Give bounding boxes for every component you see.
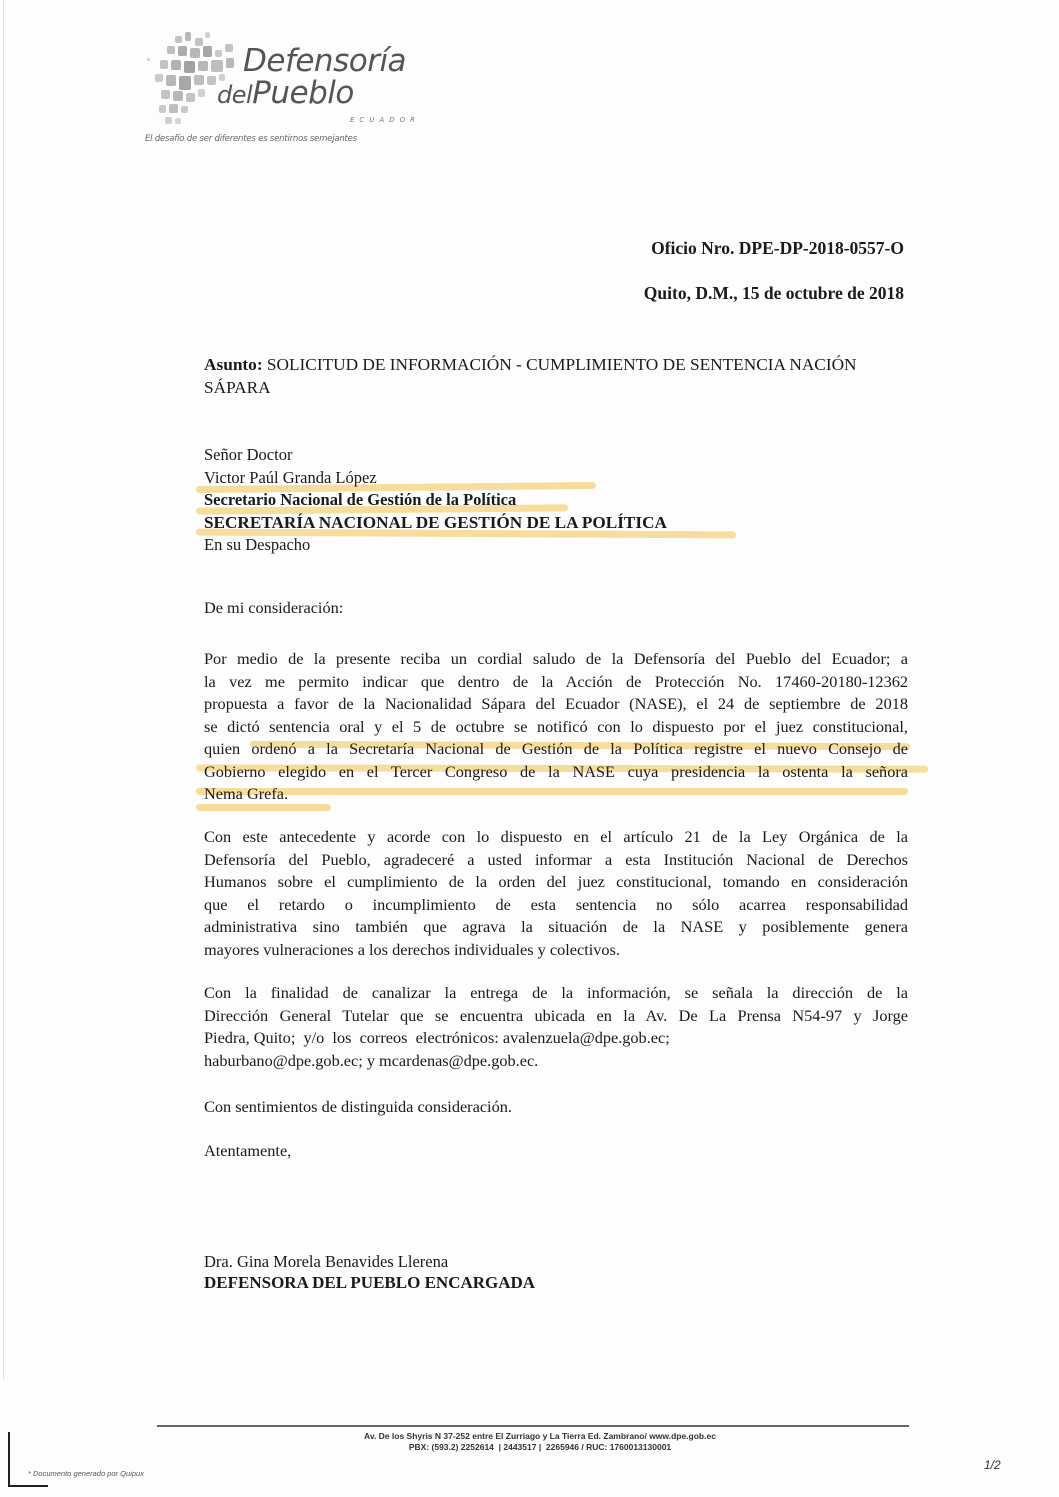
logo-text-defensoria: Defensoría — [243, 43, 407, 79]
footer-divider — [157, 1425, 909, 1427]
closing-text: Con sentimientos de distinguida consideración. — [204, 1097, 512, 1116]
recipient-institution: SECRETARÍA NACIONAL DE GESTIÓN DE LA POLÍTICA — [204, 512, 667, 532]
paragraph-3-line: Dirección General Tutelar que se encuentra ubicada en la Av. De La Prensa N54-97 y Jorge — [204, 1005, 908, 1025]
footer-phones: PBX: (593.2) 2252614 | 2443517 | 2265946 / RUC: 1760013130001 — [408, 1441, 672, 1452]
paragraph-1-line: Gobierno elegido en el Tercer Congreso de la NASE cuya presidencia la ostenta la señora — [204, 761, 908, 781]
document-date: Quito, D.M., 15 de octubre de 2018 — [643, 283, 904, 303]
logo — [145, 28, 420, 153]
paragraph-3-line: haburbano@dpe.gob.ec; y mcardenas@dpe.gob.ec. — [204, 1050, 539, 1070]
recipient-block — [204, 444, 908, 557]
paragraph-1-line: quien ordenó a la Secretaría Nacional de Gestión de la Política registre el nuevo Consejo de — [204, 739, 908, 758]
paragraph-2 — [204, 826, 908, 961]
logo-text-pueblo: Pueblo — [252, 75, 354, 111]
oficio-number: Oficio Nro. DPE-DP-2018-0557-O — [651, 238, 904, 258]
scan-corner-mark — [8, 1485, 48, 1487]
paragraph-2-line: administrativa sino también que agrava la situación de la NASE y posiblemente genera — [204, 917, 908, 936]
greeting: De mi consideración: — [204, 598, 344, 617]
paragraph-2-line: Defensoría del Pueblo, agradeceré a usted informar a esta Institución Nacional de Derechos — [204, 849, 908, 869]
paragraph-1 — [204, 648, 908, 806]
generated-by-note: * Documento generado por Quipux — [28, 1469, 144, 1478]
footer-contact — [300, 1431, 780, 1452]
page-number: 1/2 — [984, 1458, 1001, 1472]
footer-address: Av. De los Shyris N 37-252 entre El Zurriago y La Tierra Ed. Zambrano/ www.dpe.gob.ec — [364, 1431, 716, 1441]
subject-line-2: SÁPARA — [204, 378, 271, 397]
signatory-name: Dra. Gina Morela Benavides Llerena — [204, 1252, 449, 1271]
paragraph-1-line: Por medio de la presente reciba un cordial saludo de la Defensoría del Pueblo del Ecuador; a — [204, 649, 908, 668]
recipient-salutation: Señor Doctor — [204, 445, 293, 464]
scan-corner-mark — [8, 1432, 10, 1487]
paragraph-2-line: que el retardo o incumplimiento de esta sentencia no sólo acarrea responsabilidad — [204, 894, 908, 914]
signatory-block — [204, 1251, 908, 1293]
paragraph-2-line: Con este antecedente y acorde con lo dispuesto en el artículo 21 de la Ley Orgánica de la — [204, 827, 908, 846]
subject-block — [204, 353, 908, 399]
paragraph-2-line: Humanos sobre el cumplimiento de la orden del juez constitucional, tomando en consideración — [204, 872, 908, 891]
logo-tagline: El desafío de ser diferentes es sentirnos semejantes — [145, 134, 357, 144]
subject-line-1: SOLICITUD DE INFORMACIÓN - CUMPLIMIENTO DE SENTENCIA NACIÓN — [266, 355, 857, 374]
recipient-name: Victor Paúl Granda López — [204, 467, 377, 487]
recipient-position: Secretario Nacional de Gestión de la Política — [204, 490, 517, 509]
paragraph-1-line: la vez me permito indicar que dentro de la Acción de Protección No. 17460-20180-12362 — [204, 671, 908, 691]
recipient-location: En su Despacho — [204, 535, 311, 554]
paragraph-3 — [204, 982, 908, 1072]
paragraph-1-line: Nema Grefa. — [204, 784, 289, 803]
paragraph-1-line: se dictó sentencia oral y el 5 de octubre se notificó con lo dispuesto por el juez constitucional, — [204, 716, 908, 736]
paragraph-3-line: Con la finalidad de canalizar la entrega de la información, se señala la dirección de la — [204, 983, 908, 1002]
logo-text-del-pueblo — [217, 75, 354, 111]
paragraph-3-line: Piedra, Quito; y/o los correos electrónicos: avalenzuela@dpe.gob.ec; — [204, 1028, 670, 1047]
signatory-title: DEFENSORA DEL PUEBLO ENCARGADA — [204, 1273, 536, 1292]
paragraph-1-line: propuesta a favor de la Nacionalidad Sápara del Ecuador (NASE), el 24 de septiembre de 2018 — [204, 694, 908, 713]
paragraph-2-line: mayores vulneraciones a los derechos individuales y colectivos. — [204, 939, 620, 959]
subject-label: Asunto: — [204, 355, 263, 374]
logo-country: ECUADOR — [350, 116, 420, 124]
scan-margin-line — [3, 0, 4, 1380]
logo-text-del: del — [217, 81, 253, 109]
regards-text: Atentamente, — [204, 1141, 292, 1160]
